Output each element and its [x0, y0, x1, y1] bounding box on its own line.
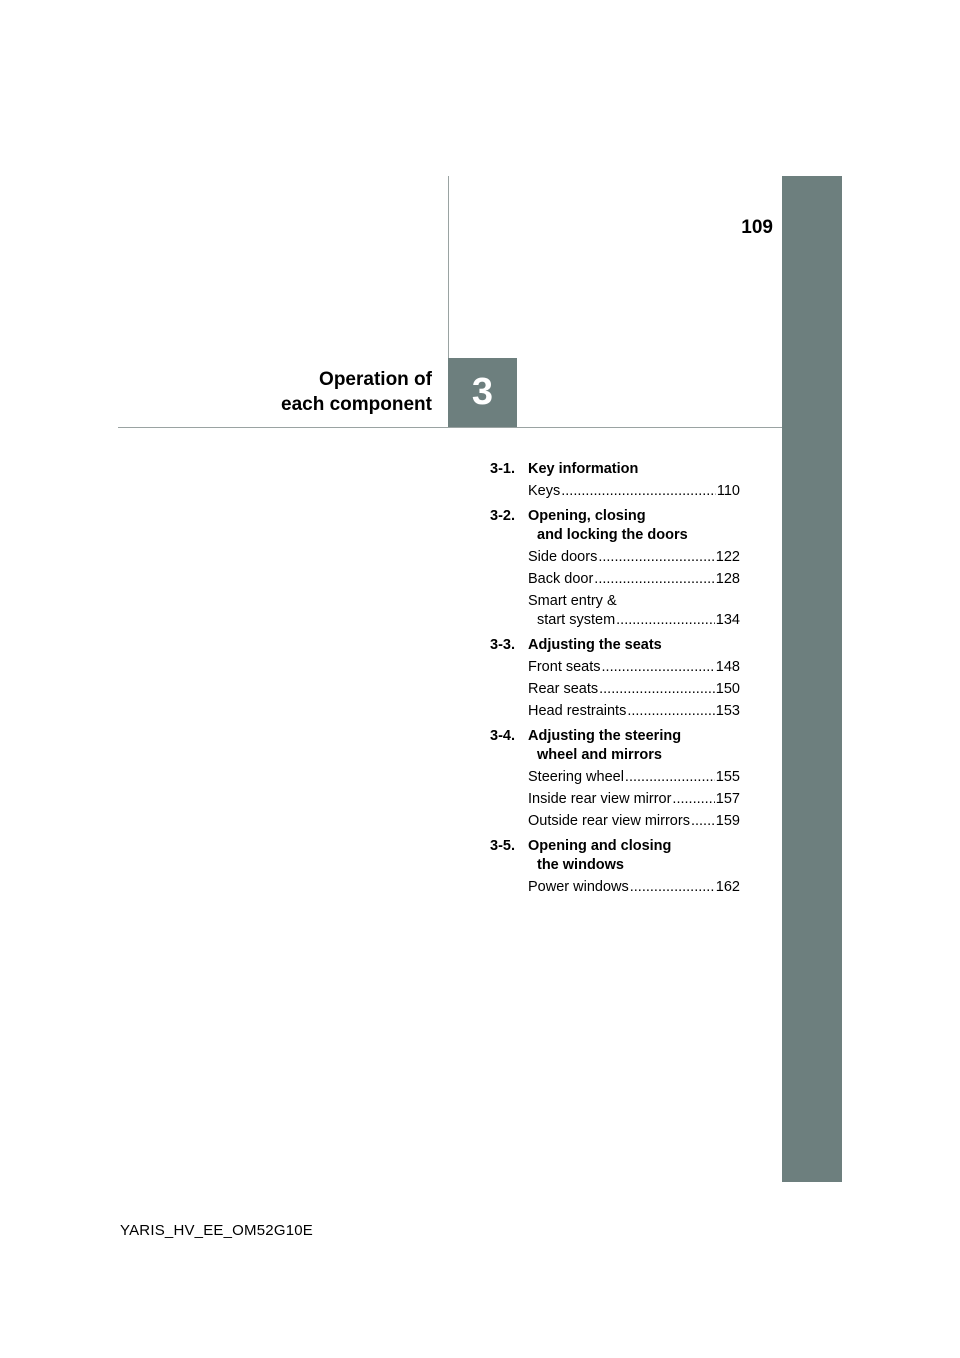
toc-entry[interactable]	[528, 878, 740, 897]
toc-entry-label: Power windows	[528, 879, 629, 895]
toc-section-title-line1: Key information	[528, 461, 639, 477]
toc-section-title-line1: Adjusting the seats	[528, 637, 662, 653]
toc-section-number: 3-4.	[490, 728, 515, 744]
toc-section-number: 3-1.	[490, 461, 515, 477]
toc-entry-label: Keys	[528, 483, 561, 499]
toc-entry-page: 162	[715, 879, 740, 895]
toc-section-title	[528, 460, 740, 479]
dot-leader	[627, 702, 714, 721]
dot-leader	[599, 680, 715, 699]
dot-leader	[616, 611, 715, 630]
chapter-title-line1: Operation of	[319, 369, 432, 390]
dot-leader	[594, 570, 715, 589]
toc-section-heading	[490, 507, 740, 545]
toc-section-heading	[490, 837, 740, 875]
toc-entry-label: Inside rear view mirror	[528, 791, 672, 807]
toc-entry[interactable]	[528, 680, 740, 699]
toc-entry-label: Smart entry &	[528, 593, 617, 609]
dot-leader	[630, 878, 715, 897]
toc-entry-page: 148	[715, 659, 740, 675]
dot-leader	[672, 790, 714, 809]
toc-section-title-line2: wheel and mirrors	[537, 747, 662, 763]
toc-entry-page: 159	[715, 813, 740, 829]
dot-leader	[602, 658, 715, 677]
toc-section-title-line2: the windows	[537, 857, 624, 873]
vertical-rule	[448, 176, 449, 358]
toc-entry-label: Steering wheel	[528, 769, 624, 785]
toc-entry-page: 122	[715, 549, 740, 565]
toc-entry-page: 153	[715, 703, 740, 719]
toc-section-title-line1: Opening and closing	[528, 838, 672, 854]
toc-entry[interactable]	[528, 548, 740, 567]
dot-leader	[598, 548, 714, 567]
toc-section-title	[528, 837, 740, 875]
document-code: YARIS_HV_EE_OM52G10E	[120, 1222, 313, 1239]
toc-entry[interactable]	[528, 570, 740, 589]
toc-entry-label: Side doors	[528, 549, 598, 565]
chapter-number-box	[448, 358, 517, 427]
toc-section-title-line1: Opening, closing	[528, 508, 646, 524]
dot-leader	[625, 768, 715, 787]
toc-section-title	[528, 727, 740, 765]
chapter-title	[200, 367, 432, 417]
toc-entry[interactable]	[528, 658, 740, 677]
horizontal-rule	[118, 427, 782, 428]
toc-section-heading	[490, 727, 740, 765]
toc-entry-label: Outside rear view mirrors	[528, 813, 690, 829]
chapter-title-line2: each component	[281, 394, 432, 415]
toc-section-title-line2: and locking the doors	[537, 527, 688, 543]
toc-section-title	[528, 636, 740, 655]
toc-entry[interactable]	[528, 768, 740, 787]
toc-entry-page: 157	[715, 791, 740, 807]
side-chapter-tab	[782, 176, 842, 1182]
toc-entry-page: 150	[715, 681, 740, 697]
toc-entry-page: 110	[716, 483, 740, 499]
toc-entry-page: 128	[715, 571, 740, 587]
toc-entry-label-line2: start system	[537, 612, 616, 628]
toc-section-number: 3-2.	[490, 508, 515, 524]
toc-entry-label: Rear seats	[528, 681, 599, 697]
toc-section-title	[528, 507, 740, 545]
toc-section-number: 3-3.	[490, 637, 515, 653]
dot-leader	[561, 482, 716, 501]
toc-entry[interactable]	[528, 702, 740, 721]
chapter-number: 3	[471, 371, 494, 413]
toc-entry[interactable]	[528, 812, 740, 831]
toc-section-heading	[490, 636, 740, 655]
toc-entry-label: Back door	[528, 571, 594, 587]
dot-leader	[691, 812, 715, 831]
toc-entry[interactable]	[528, 790, 740, 809]
toc-entry-page: 134	[715, 612, 740, 628]
toc-entry[interactable]	[528, 592, 740, 630]
toc-section-heading	[490, 460, 740, 479]
toc-entry[interactable]	[528, 482, 740, 501]
toc-entry-page: 155	[715, 769, 740, 785]
table-of-contents	[490, 460, 740, 897]
toc-section-number: 3-5.	[490, 838, 515, 854]
toc-section-title-line1: Adjusting the steering	[528, 728, 682, 744]
toc-entry-label: Front seats	[528, 659, 601, 675]
toc-entry-label: Head restraints	[528, 703, 627, 719]
page-number: 109	[741, 217, 773, 238]
